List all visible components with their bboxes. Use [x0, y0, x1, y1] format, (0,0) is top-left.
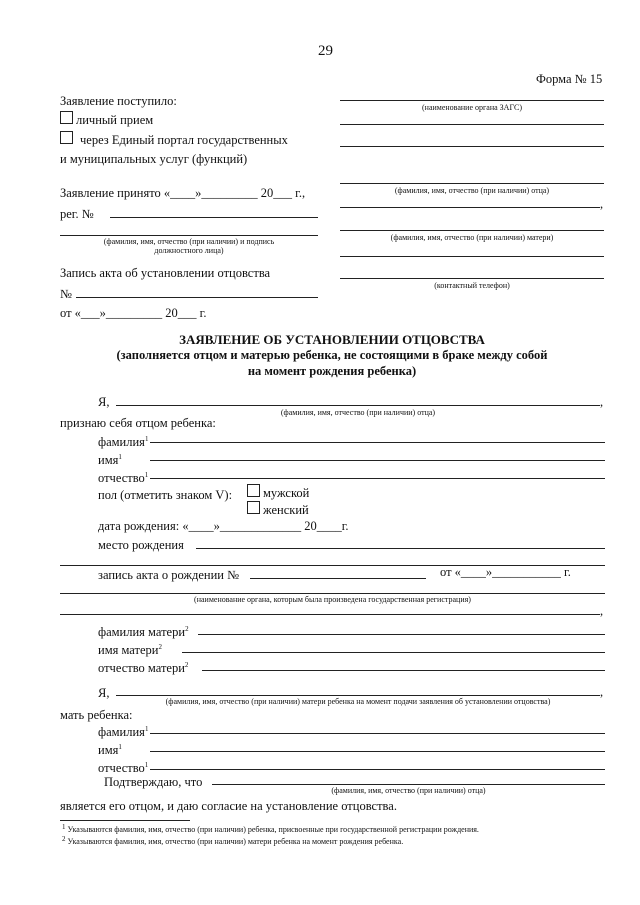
footnote-marker: 1	[118, 453, 122, 461]
footnote-divider	[60, 820, 190, 821]
female-label: женский	[263, 503, 309, 517]
birth-date: дата рождения: «____»_____________ 20____г.	[98, 519, 349, 533]
birth-place-field[interactable]	[196, 548, 605, 549]
confirm-label: Подтверждаю, что	[104, 775, 203, 789]
registration-organ-line-2[interactable]	[60, 614, 600, 615]
zags-caption: (наименование органа ЗАГС)	[422, 103, 522, 112]
mother-name-label: имя матери$^2$	[98, 643, 162, 657]
footnote-marker: 2	[62, 835, 66, 843]
received-label: Заявление поступило:	[60, 94, 177, 108]
mother-name-field[interactable]	[182, 652, 605, 653]
footnote-marker: 1	[144, 761, 149, 769]
birth-record-number-field[interactable]	[250, 578, 426, 579]
reg-number-line[interactable]	[110, 217, 318, 218]
footnote-1: $^1$ Указываются фамилия, имя, отчество (при наличии) ребенка, присвоенные при государственной регистрации рождения.	[62, 823, 479, 834]
male-label: мужской	[263, 486, 310, 500]
registration-comma: ,	[600, 604, 604, 618]
father-name-line[interactable]	[340, 183, 604, 184]
birth-record-label: запись акта о рождении №	[98, 568, 240, 582]
official-signature-line[interactable]	[60, 235, 318, 236]
mother-full-name-comma: ,	[600, 685, 604, 699]
zags-name-line-2[interactable]	[340, 124, 604, 125]
birth-place-label: место рождения	[98, 538, 184, 552]
child-name-label: имя$^1$	[98, 453, 122, 467]
father-full-name-line[interactable]	[116, 405, 600, 406]
mother-patronymic-field[interactable]	[202, 670, 605, 671]
female-checkbox[interactable]	[247, 501, 260, 514]
footnote-marker: 1	[144, 471, 149, 479]
mother-full-name-caption: (фамилия, имя, отчество (при наличии) матери ребенка на момент подачи заявления об установлении отцовства)	[165, 697, 551, 706]
child-surname-field[interactable]	[150, 442, 605, 443]
record-number-line[interactable]	[76, 297, 318, 298]
child2-name-label: имя$^1$	[98, 743, 122, 757]
mother-surname-label: фамилия матери$^2$	[98, 625, 189, 639]
footnote-marker: 2	[185, 625, 189, 633]
child-surname-label: фамилия$^1$	[98, 435, 149, 449]
confirm-father-field[interactable]	[212, 784, 605, 785]
child2-name-field[interactable]	[150, 751, 605, 752]
child2-surname-field[interactable]	[150, 733, 605, 734]
footnote-marker: 2	[158, 643, 162, 651]
phone-caption: (контактный телефон)	[434, 281, 510, 290]
father-caption-right: (фамилия, имя, отчество (при наличии) отца)	[394, 186, 550, 195]
record-date: от «___»_________ 20___ г.	[60, 306, 207, 320]
confirm-caption: (фамилия, имя, отчество (при наличии) отца)	[331, 786, 486, 795]
recognize-label: признаю себя отцом ребенка:	[60, 416, 216, 430]
portal-checkbox[interactable]	[60, 131, 73, 144]
zags-name-line-3[interactable]	[340, 146, 604, 147]
mother-name-line[interactable]	[340, 230, 604, 231]
title-line-3: на момент рождения ребенка)	[247, 364, 417, 378]
personal-reception-checkbox[interactable]	[60, 111, 73, 124]
registration-organ-line[interactable]	[60, 593, 605, 594]
portal-label-line1: через Единый портал государственных	[80, 133, 288, 147]
title-line-2: (заполняется отцом и матерью ребенка, не состоящими в браке между собой	[116, 348, 548, 362]
male-checkbox[interactable]	[247, 484, 260, 497]
footnote-marker: 2	[184, 661, 189, 669]
accepted-label: Заявление принято «____»_________ 20___ г.,	[60, 186, 306, 200]
footnote-marker: 1	[118, 743, 122, 751]
mother-patronymic-label: отчество матери$^2$	[98, 661, 189, 675]
father-name-line-2[interactable]	[340, 207, 600, 208]
form-number: Форма № 15	[536, 72, 603, 86]
title-line-1: ЗАЯВЛЕНИЕ ОБ УСТАНОВЛЕНИИ ОТЦОВСТВА	[179, 332, 485, 347]
page-number: 29	[318, 43, 333, 59]
footnote-marker: 1	[144, 725, 149, 733]
zags-name-line[interactable]	[340, 100, 604, 101]
consent-text: является его отцом, и даю согласие на установление отцовства.	[60, 799, 397, 813]
child2-surname-label: фамилия$^1$	[98, 725, 149, 739]
mother-of-child-label: мать ребенка:	[60, 708, 133, 722]
registration-caption: (наименование органа, которым была произведена государственная регистрация)	[194, 595, 471, 604]
record-no-label: №	[60, 287, 72, 301]
mother-surname-field[interactable]	[198, 634, 605, 635]
child2-patronymic-label: отчество$^1$	[98, 761, 149, 775]
footnote-marker: 1	[144, 435, 149, 443]
child-patronymic-field[interactable]	[150, 478, 605, 479]
personal-reception-label: личный прием	[76, 113, 154, 127]
birth-record-date: от «____»___________ г.	[440, 565, 571, 579]
record-label: Запись акта об установлении отцовства	[60, 266, 271, 280]
mother-full-name-line[interactable]	[116, 695, 600, 696]
father-i-label: Я,	[98, 395, 110, 409]
phone-line[interactable]	[340, 278, 604, 279]
father-full-name-comma: ,	[600, 395, 604, 409]
footnote-marker: 1	[62, 823, 66, 831]
mother-i-label: Я,	[98, 686, 110, 700]
child-name-field[interactable]	[150, 460, 605, 461]
child2-patronymic-field[interactable]	[150, 769, 605, 770]
sex-label: пол (отметить знаком V):	[98, 488, 233, 502]
child-patronymic-label: отчество$^1$	[98, 471, 149, 485]
father-comma: ,	[600, 197, 604, 211]
reg-label: рег. №	[60, 207, 94, 221]
footnote-2: $^2$ Указываются фамилия, имя, отчество (при наличии) матери ребенка на момент рождения ребенка.	[62, 835, 404, 846]
official-caption-2: должностного лица)	[154, 246, 224, 255]
portal-label-line2: и муниципальных услуг (функций)	[60, 152, 248, 166]
mother-caption-right: (фамилия, имя, отчество (при наличии) матери)	[390, 233, 554, 242]
mother-name-line-2[interactable]	[340, 256, 604, 257]
father-full-name-caption: (фамилия, имя, отчество (при наличии) отца)	[280, 408, 436, 417]
official-caption-1: (фамилия, имя, отчество (при наличии) и подпись	[103, 237, 275, 246]
